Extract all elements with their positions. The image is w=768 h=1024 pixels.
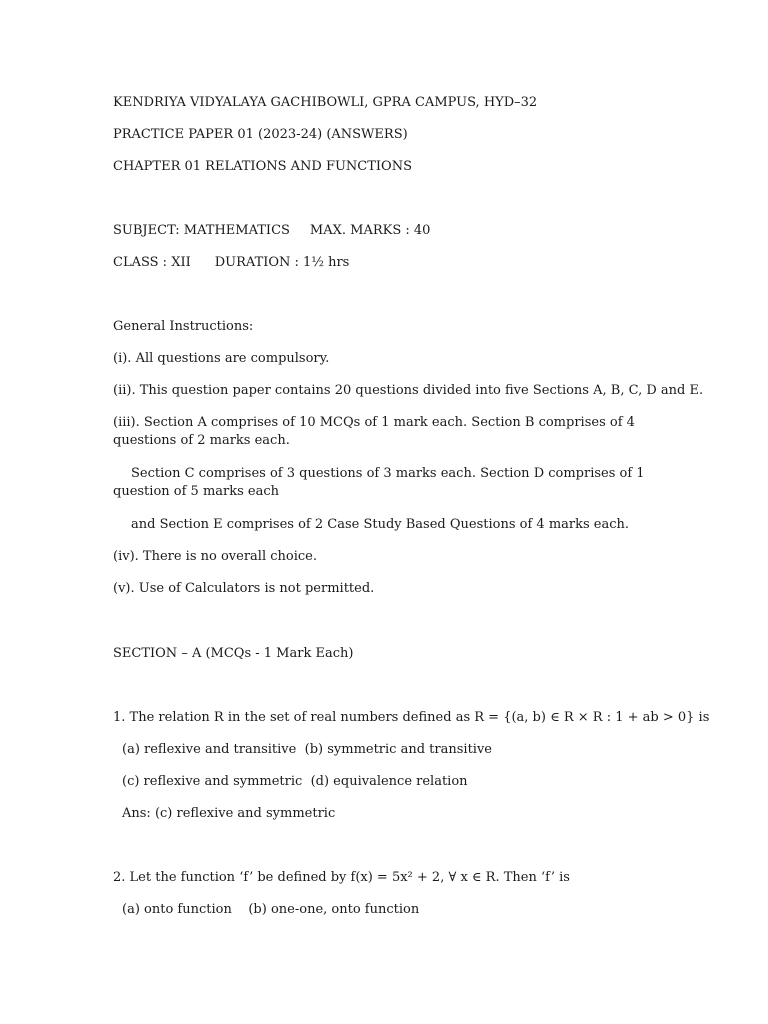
question-2-options-ab: [122, 901, 419, 919]
chapter-title: CHAPTER 01 RELATIONS AND FUNCTIONS: [113, 159, 412, 174]
school-name: KENDRIYA VIDYALAYA GACHIBOWLI, GPRA CAMPUS, HYD–32: [113, 95, 538, 110]
question-1-answer: Ans: (c) reflexive and symmetric: [122, 806, 336, 821]
instruction-iii: (iii). Section A comprises of 10 MCQs of 1 mark each. Section B comprises of 4 questions of 2 marks each.: [113, 415, 635, 448]
instructions-heading: General Instructions:: [113, 319, 254, 334]
instruction-v: (v). Use of Calculators is not permitted.: [113, 581, 375, 596]
question-2: 2. Let the function ‘f’ be defined by f(x) = 5x² + 2, ∀ x ∈ R. Then ‘f’ is: [113, 870, 570, 885]
instruction-i: (i). All questions are compulsory.: [113, 351, 330, 366]
max-marks: MAX. MARKS : 40: [309, 223, 431, 238]
instruction-ii: (ii). This question paper contains 20 questions divided into five Sections A, B, C, D and E.: [113, 383, 704, 398]
subject: SUBJECT: MATHEMATICS: [113, 223, 290, 238]
question-1-options-cd: [122, 773, 468, 791]
instruction-iv: (iv). There is no overall choice.: [113, 549, 318, 564]
question-1: 1. The relation R in the set of real numbers defined as R = {(a, b) ∈ R × R : 1 + ab > 0} is: [113, 710, 710, 725]
question-1-options-ab: [122, 741, 492, 759]
q1-option-c: (c) reflexive and symmetric: [122, 774, 303, 789]
instruction-iii-continued-2: and Section E comprises of 2 Case Study Based Questions of 4 marks each.: [131, 517, 630, 532]
q1-option-b: (b) symmetric and transitive: [304, 742, 492, 757]
subject-line: [113, 222, 430, 240]
class-line: [113, 254, 349, 272]
instruction-iii-continued: Section C comprises of 3 questions of 3 marks each. Section D comprises of 1 question of 5 marks each: [113, 466, 645, 499]
section-a-title: SECTION – A (MCQs - 1 Mark Each): [113, 646, 354, 661]
q1-option-d: (d) equivalence relation: [310, 774, 468, 789]
q1-option-a: (a) reflexive and transitive: [122, 742, 297, 757]
paper-title: PRACTICE PAPER 01 (2023-24) (ANSWERS): [113, 127, 408, 142]
q2-option-a: (a) onto function: [122, 902, 232, 917]
q2-option-b: (b) one-one, onto function: [248, 902, 420, 917]
class: CLASS : XII: [113, 255, 191, 270]
duration: DURATION : 1½ hrs: [214, 255, 350, 270]
